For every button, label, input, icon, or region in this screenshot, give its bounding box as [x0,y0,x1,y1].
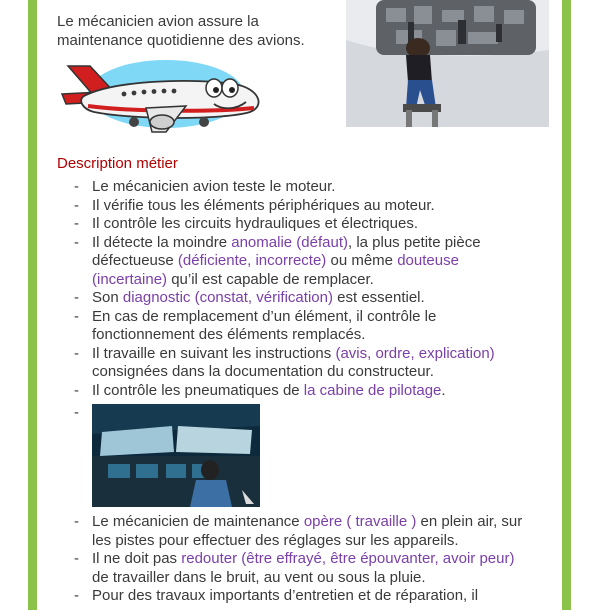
task-list-item [72,289,532,308]
task-text: En cas de remplacement d’un élément, il contrôle le fonctionnement des éléments remplacés. [92,307,437,343]
task-text: consignées dans la documentation du constructeur. [92,363,434,380]
task-list-item [72,550,532,587]
task-list-item [72,513,532,550]
task-text: Il travaille en suivant les instructions [92,344,336,362]
task-text: Pour des travaux importants d’entretien et de réparation, il [92,587,479,604]
cockpit-photo-item [72,404,532,507]
synonym-text: douteuse (incertaine) [92,252,459,288]
task-list-item [72,587,532,606]
synonym-text: la cabine de pilotage [303,381,442,399]
task-text: Il contrôle les circuits hydrauliques et électriques. [92,215,418,232]
task-list-item [72,215,532,234]
synonym-text: redouter (être effrayé, être épouvanter, avoir peur) [181,550,515,567]
task-list-item [72,382,532,401]
task-text: de travailler dans le bruit, au vent ou sous la pluie. [92,568,426,586]
task-list-item [72,178,532,197]
synonym-text: diagnostic (constat, vérification) [122,289,333,306]
task-text: , la plus petite pièce défectueuse [92,233,481,269]
task-list-item [72,234,532,290]
task-text: qu’il est capable de remplacer. [167,270,374,288]
mechanic-working-photo [346,0,549,127]
task-text: Il détecte la moindre [92,233,232,251]
synonym-text: (déficiente, incorrecte) [177,252,327,269]
task-text: Le mécanicien de maintenance [92,513,304,530]
task-text: Son [92,289,123,306]
task-list-item [72,308,532,345]
right-page-border [562,0,571,610]
task-text: Il ne doit pas [92,550,182,567]
task-text: en plein air, sur les pistes pour effectuer des réglages sur les appareils. [92,513,523,549]
synonym-text: opère ( travaille ) [303,513,417,530]
cartoon-airplane-illustration [54,50,269,140]
task-list-item [72,345,532,382]
task-text: est essentiel. [332,289,425,306]
section-title: Description métier [57,155,178,172]
synonym-text: (avis, ordre, explication) [335,344,495,362]
task-list-item [72,197,532,216]
task-text: Il contrôle les pneumatiques de [92,381,304,399]
task-text: . [441,381,446,399]
intro-text: Le mécanicien avion assure la maintenance quotidienne des avions. [57,13,305,49]
cockpit-photo [92,404,260,507]
task-text: Il vérifie tous les éléments périphériques au moteur. [92,196,435,214]
task-text: ou même [326,252,398,269]
task-list [72,178,532,606]
task-text: Le mécanicien avion teste le moteur. [92,178,336,195]
left-page-border [28,0,37,610]
synonym-text: anomalie (défaut) [231,233,348,251]
